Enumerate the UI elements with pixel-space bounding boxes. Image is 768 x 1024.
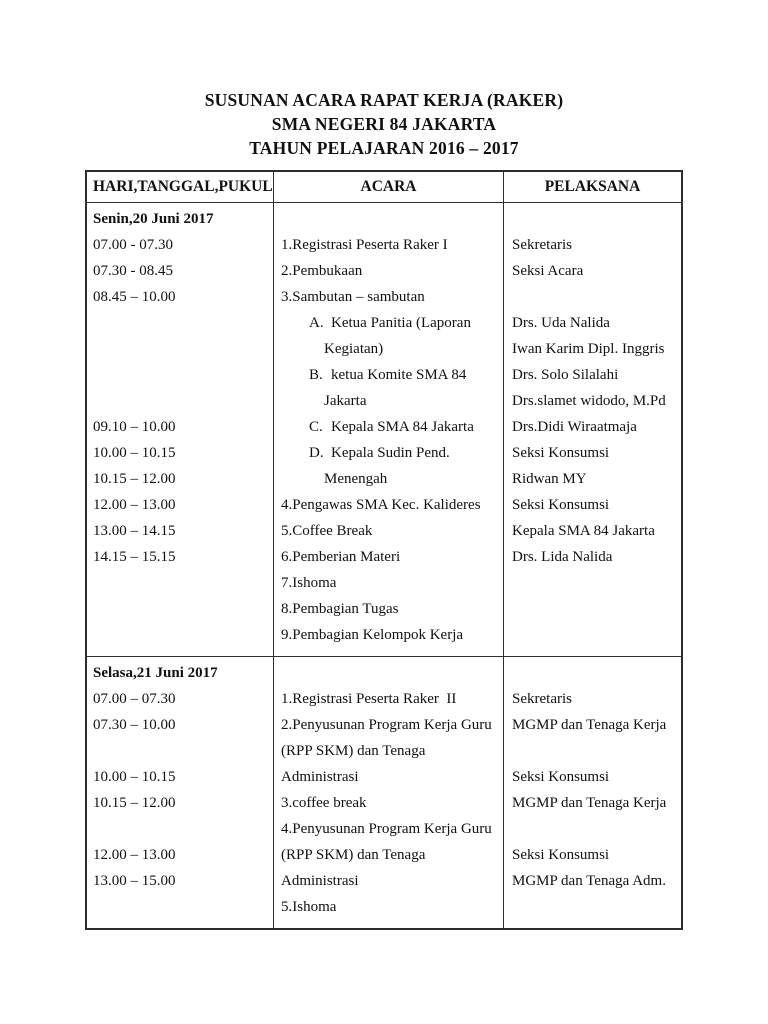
acara-line: [274, 206, 503, 232]
pelaksana-line: Seksi Acara: [512, 263, 584, 279]
time-column: [87, 203, 274, 656]
acara-column: [274, 657, 504, 928]
acara-line: (RPP SKM) dan Tenaga: [281, 743, 426, 759]
acara-line: 5.Ishoma: [281, 899, 337, 915]
pelaksana-line: [504, 596, 681, 622]
acara-line: 6.Pemberian Materi: [281, 549, 401, 565]
section-date: Selasa,21 Juni 2017: [93, 665, 218, 681]
pelaksana-line: Drs. Uda Nalida: [512, 315, 610, 331]
time-line: [87, 570, 273, 596]
time-line: 10.15 – 12.00: [93, 471, 176, 487]
pelaksana-line: Seksi Konsumsi: [512, 847, 610, 863]
acara-line: D. Kepala Sudin Pend.: [274, 440, 503, 466]
acara-line: 1.Registrasi Peserta Raker II: [281, 691, 457, 707]
pelaksana-line: Iwan Karim Dipl. Inggris: [512, 341, 665, 357]
time-line: 07.30 - 08.45: [93, 263, 173, 279]
acara-line: 4.Pengawas SMA Kec. Kalideres: [281, 497, 481, 513]
pelaksana-line: Drs. Lida Nalida: [512, 549, 613, 565]
pelaksana-line: MGMP dan Tenaga Kerja: [512, 795, 667, 811]
acara-line: [274, 660, 503, 686]
time-line: [87, 816, 273, 842]
schedule-table: [85, 170, 683, 930]
pelaksana-line: [504, 894, 681, 920]
pelaksana-line: Seksi Konsumsi: [512, 445, 610, 461]
pelaksana-column: [504, 203, 681, 656]
acara-line: 3.coffee break: [281, 795, 367, 811]
acara-line: B. ketua Komite SMA 84: [274, 362, 503, 388]
time-line: [87, 310, 273, 336]
schedule-body: [87, 203, 681, 928]
time-line: 12.00 – 13.00: [93, 497, 176, 513]
time-line: 10.00 – 10.15: [93, 769, 176, 785]
pelaksana-line: Drs.slamet widodo, M.Pd: [512, 393, 666, 409]
pelaksana-line: Sekretaris: [512, 691, 572, 707]
acara-line: A. Ketua Panitia (Laporan: [274, 310, 503, 336]
pelaksana-line: MGMP dan Tenaga Kerja: [512, 717, 667, 733]
time-line: 13.00 – 15.00: [93, 873, 176, 889]
pelaksana-line: Drs.Didi Wiraatmaja: [512, 419, 637, 435]
acara-line: 3.Sambutan – sambutan: [281, 289, 425, 305]
acara-line: Kegiatan): [324, 341, 384, 357]
acara-line: (RPP SKM) dan Tenaga: [281, 847, 426, 863]
title-line-1: SUSUNAN ACARA RAPAT KERJA (RAKER): [204, 90, 564, 110]
time-line: 08.45 – 10.00: [93, 289, 176, 305]
time-line: 13.00 – 14.15: [93, 523, 176, 539]
pelaksana-line: Sekretaris: [512, 237, 572, 253]
acara-line: Menengah: [324, 471, 388, 487]
acara-line: Administrasi: [281, 873, 359, 889]
time-line: [87, 622, 273, 648]
list-letter: C.: [309, 419, 323, 435]
schedule-section: [87, 656, 681, 928]
acara-line: 8.Pembagian Tugas: [281, 601, 399, 617]
time-line: [87, 388, 273, 414]
acara-line: 2.Penyusunan Program Kerja Guru: [281, 717, 492, 733]
table-header-row: [87, 172, 681, 203]
pelaksana-line: [504, 206, 681, 232]
pelaksana-column: [504, 657, 681, 928]
acara-line: 7.Ishoma: [281, 575, 337, 591]
time-line: [87, 362, 273, 388]
acara-line: 4.Penyusunan Program Kerja Guru: [281, 821, 492, 837]
pelaksana-line: [504, 660, 681, 686]
acara-line: 1.Registrasi Peserta Raker I: [281, 237, 448, 253]
time-line: 07.00 – 07.30: [93, 691, 176, 707]
list-letter: B.: [309, 367, 323, 383]
acara-line: 2.Pembukaan: [281, 263, 363, 279]
time-line: 07.30 – 10.00: [93, 717, 176, 733]
time-line: 09.10 – 10.00: [93, 419, 176, 435]
pelaksana-line: Drs. Solo Silalahi: [512, 367, 619, 383]
title-line-2: SMA NEGERI 84 JAKARTA: [271, 114, 497, 134]
acara-line: C. Kepala SMA 84 Jakarta: [274, 414, 503, 440]
list-letter: A.: [309, 315, 324, 331]
time-line: [87, 738, 273, 764]
pelaksana-line: Seksi Konsumsi: [512, 769, 610, 785]
pelaksana-line: [504, 284, 681, 310]
acara-line: Jakarta: [324, 393, 367, 409]
acara-line: 5.Coffee Break: [281, 523, 373, 539]
pelaksana-line: Ridwan MY: [512, 471, 587, 487]
time-line: [87, 596, 273, 622]
acara-line: Administrasi: [281, 769, 359, 785]
acara-line: 9.Pembagian Kelompok Kerja: [281, 627, 464, 643]
section-date: Senin,20 Juni 2017: [93, 211, 214, 227]
pelaksana-line: Kepala SMA 84 Jakarta: [512, 523, 655, 539]
time-line: [87, 336, 273, 362]
pelaksana-line: MGMP dan Tenaga Adm.: [512, 873, 666, 889]
pelaksana-line: [504, 738, 681, 764]
document-title: [0, 0, 768, 160]
time-line: 12.00 – 13.00: [93, 847, 176, 863]
time-line: 07.00 - 07.30: [93, 237, 173, 253]
acara-column: [274, 203, 504, 656]
pelaksana-line: [504, 816, 681, 842]
schedule-section: [87, 203, 681, 656]
pelaksana-line: Seksi Konsumsi: [512, 497, 610, 513]
time-line: 14.15 – 15.15: [93, 549, 176, 565]
time-line: 10.00 – 10.15: [93, 445, 176, 461]
list-letter: D.: [309, 445, 324, 461]
time-line: [87, 894, 273, 920]
header-acara: ACARA: [274, 172, 504, 202]
time-column: [87, 657, 274, 928]
header-hari-tanggal-pukul: HARI,TANGGAL,PUKUL: [87, 172, 274, 202]
pelaksana-line: [504, 622, 681, 648]
title-line-3: TAHUN PELAJARAN 2016 – 2017: [249, 138, 519, 158]
time-line: 10.15 – 12.00: [93, 795, 176, 811]
pelaksana-line: [504, 570, 681, 596]
header-pelaksana: PELAKSANA: [544, 178, 641, 195]
